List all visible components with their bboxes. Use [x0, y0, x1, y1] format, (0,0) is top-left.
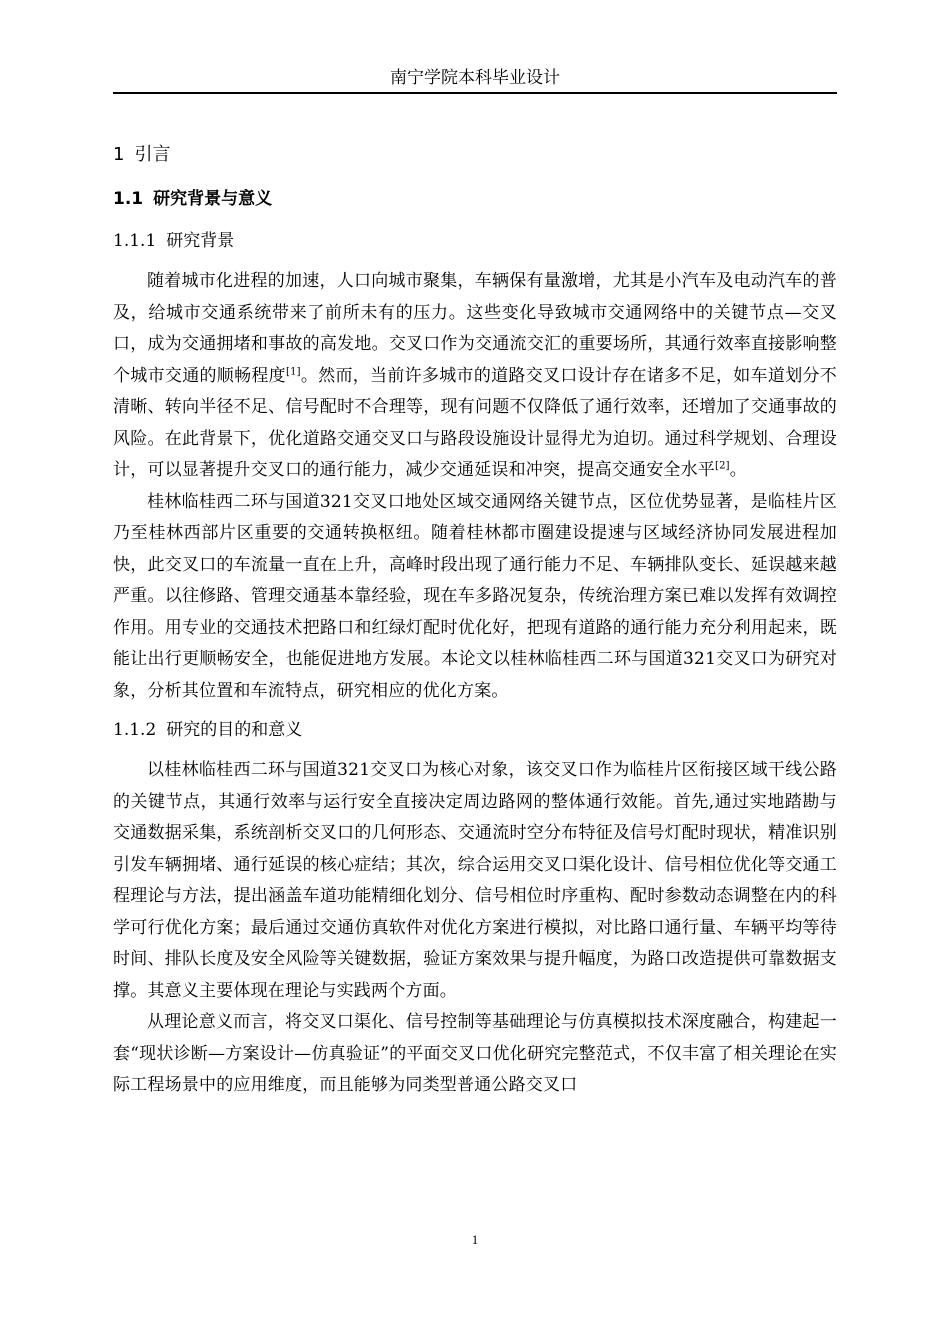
running-header: 南宁学院本科毕业设计: [390, 68, 560, 88]
background-paragraph-1-text-a: 随着城市化进程的加速，人口向城市聚集，车辆保有量激增，尤其是小汽车及电动汽车的普及，给城市交通系统带来了前所未有的压力。这些变化导致城市交通网络中的关键节点—交叉口，成为交通拥堵和事故的高发地。交叉口作为交通流交汇的重要场所，其通行效率直接影响整个城市交通的顺畅程度: [113, 271, 837, 386]
section-heading-1-1: [113, 184, 837, 214]
subsection-number-1-1-2: 1.1.2: [113, 720, 157, 740]
chapter-number: 1: [113, 144, 125, 165]
background-paragraph-1-text-b: 。然而，当前许多城市的道路交叉口设计存在诸多不足，如车道划分不清晰、转向半径不足、信号配时不合理等，现有问题不仅降低了通行效率，还增加了交通事故的风险。在此背景下，优化道路交通交叉口与路段设施设计显得尤为迫切。通过科学规划、合理设计，可以显著提升交叉口的通行能力，减少交通延误和冲突，提高交通安全水平: [113, 365, 837, 480]
subsection-heading-1-1-2: [113, 715, 837, 745]
chapter-title: 引言: [134, 144, 171, 165]
subsection-number-1-1-1: 1.1.1: [113, 231, 157, 251]
section-title-1-1: 研究背景与意义: [153, 189, 273, 209]
citation-2: [2]: [715, 460, 730, 472]
background-paragraph-1: [113, 266, 837, 487]
purpose-paragraph-2: 从理论意义而言，将交叉口渠化、信号控制等基础理论与仿真模拟技术深度融合，构建起一套“现状诊断—方案设计—仿真验证”的平面交叉口优化研究完整范式，不仅丰富了相关理论在实际工程场景中的应用维度，而且能够为同类型普通公路交叉口: [113, 1012, 837, 1095]
purpose-paragraph-1: 以桂林临桂西二环与国道321交叉口为核心对象，该交叉口作为临桂片区衔接区域干线公路的关键节点，其通行效率与运行安全直接决定周边路网的整体通行效能。首先,通过实地踏勘与交通数据采集，系统剖析交叉口的几何形态、交通流时空分布特征及信号灯配时现状，精准识别引发车辆拥堵、通行延误的核心症结；其次，综合运用交叉口渠化设计、信号相位优化等交通工程理论与方法，提出涵盖车道功能精细化划分、信号相位时序重构、配时参数动态调整在内的科学可行优化方案；最后通过交通仿真软件对优化方案进行模拟，对比路口通行量、车辆平均等待时间、排队长度及安全风险等关键数据，验证方案效果与提升幅度，为路口改造提供可靠数据支撑。其意义主要体现在理论与实践两个方面。: [113, 760, 837, 1001]
header-rule: [113, 92, 837, 94]
page-content: [113, 140, 837, 1102]
background-paragraph-1-text-c: 。: [729, 460, 747, 480]
subsection-title-1-1-1: 研究背景: [166, 231, 235, 251]
page-number: 1: [471, 1232, 479, 1247]
section-number-1-1: 1.1: [113, 189, 144, 209]
subsection-title-1-1-2: 研究的目的和意义: [166, 720, 303, 740]
background-paragraph-2: 桂林临桂西二环与国道321交叉口地处区域交通网络关键节点，区位优势显著，是临桂片区乃至桂林西部片区重要的交通转换枢纽。随着桂林都市圈建设提速与区域经济协同发展进程加快，此交叉口的车流量一直在上升，高峰时段出现了通行能力不足、车辆排队变长、延误越来越严重。以往修路、管理交通基本靠经验，现在车多路况复杂，传统治理方案已难以发挥有效调控作用。用专业的交通技术把路口和红绿灯配时优化好，把现有道路的通行能力充分利用起来，既能让出行更顺畅安全，也能促进地方发展。本论文以桂林临桂西二环与国道321交叉口为研究对象，分析其位置和车流特点，研究相应的优化方案。: [113, 491, 837, 701]
subsection-heading-1-1-1: [113, 226, 837, 256]
chapter-heading: [113, 140, 837, 170]
citation-1: [1]: [285, 365, 301, 377]
